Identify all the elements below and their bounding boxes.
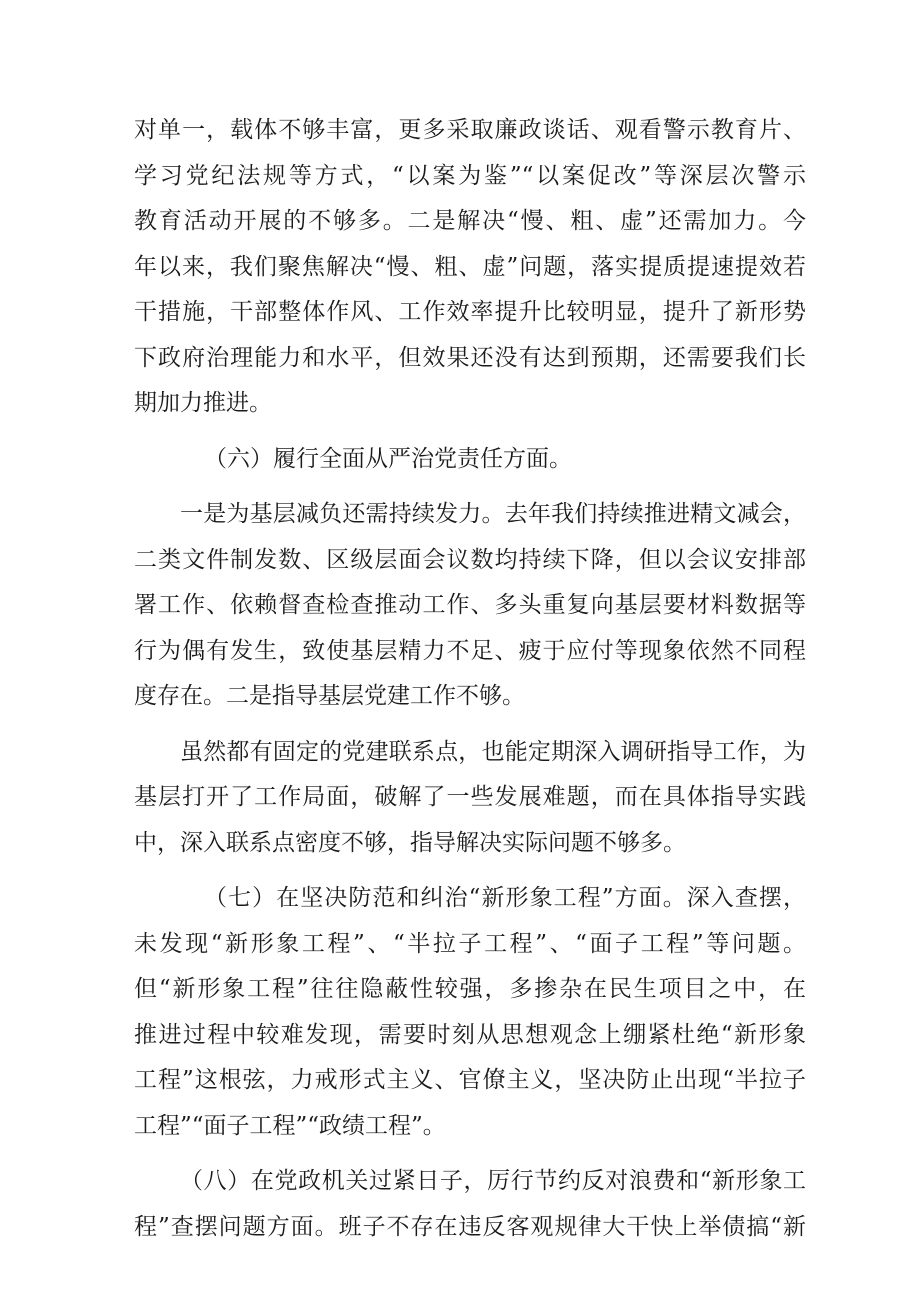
text-line: 期加力推进。	[134, 390, 272, 416]
text-line: 度存在。二是指导基层党建工作不够。	[134, 683, 525, 709]
text-line: 署工作、依赖督查检查推动工作、多头重复向基层要材料数据等	[134, 592, 806, 618]
text-line: 未发现“新形象工程”、“半拉子工程”、“面子工程”等问题。	[134, 930, 806, 957]
text-line: 程”查摆问题方面。班子不存在违反客观规律大干快上举债搞“新	[134, 1213, 806, 1240]
document-body	[134, 108, 806, 1250]
text-line: 年以来，我们聚焦解决“慢、粗、虚”问题，落实提质提速提效若	[134, 253, 806, 280]
text-line: 推进过程中较难发现，需要时刻从思想观念上绷紧杜绝“新形象	[134, 1021, 806, 1048]
text-line: 学习党纪法规等方式，“以案为鉴”“以案促改”等深层次警示	[134, 162, 806, 189]
text-line: 教育活动开展的不够多。二是解决“慢、粗、虚”还需加力。今	[134, 208, 806, 234]
text-line: 二类文件制发数、区级层面会议数均持续下降，但以会议安排部	[134, 546, 806, 573]
text-line: 中，深入联系点密度不够，指导解决实际问题不够多。	[134, 829, 686, 856]
text-line: 干措施，干部整体作风、工作效率提升比较明显，提升了新形势	[134, 299, 806, 325]
text-line: 行为偶有发生，致使基层精力不足、疲于应付等现象依然不同程	[134, 637, 806, 664]
text-line: 工程”“面子工程”“政绩工程”。	[134, 1112, 446, 1139]
section-heading: （六）履行全面从严治党责任方面。	[204, 445, 572, 472]
text-line: 对单一，载体不够丰富，更多采取廉政谈话、观看警示教育片、	[134, 117, 806, 143]
text-line: 下政府治理能力和水平，但效果还没有达到预期，还需要我们长	[134, 344, 806, 371]
section-heading: （八）在党政机关过紧日子，厉行节约反对浪费和“新形象工	[180, 1168, 806, 1194]
text-line: 基层打开了工作局面，破解了一些发展难题，而在具体指导实践	[134, 784, 806, 810]
text-line: 但“新形象工程”往往隐蔽性较强，多掺杂在民生项目之中，在	[134, 976, 806, 1002]
section-heading: （七）在坚决防范和纠治“新形象工程”方面。深入查摆，	[204, 885, 806, 911]
text-line: 一是为基层减负还需持续发力。去年我们持续推进精文减会，	[180, 501, 806, 527]
text-line: 工程”这根弦，力戒形式主义、官僚主义，坚决防止出现“半拉子	[134, 1067, 806, 1093]
text-line: 虽然都有固定的党建联系点，也能定期深入调研指导工作，为	[180, 738, 806, 765]
